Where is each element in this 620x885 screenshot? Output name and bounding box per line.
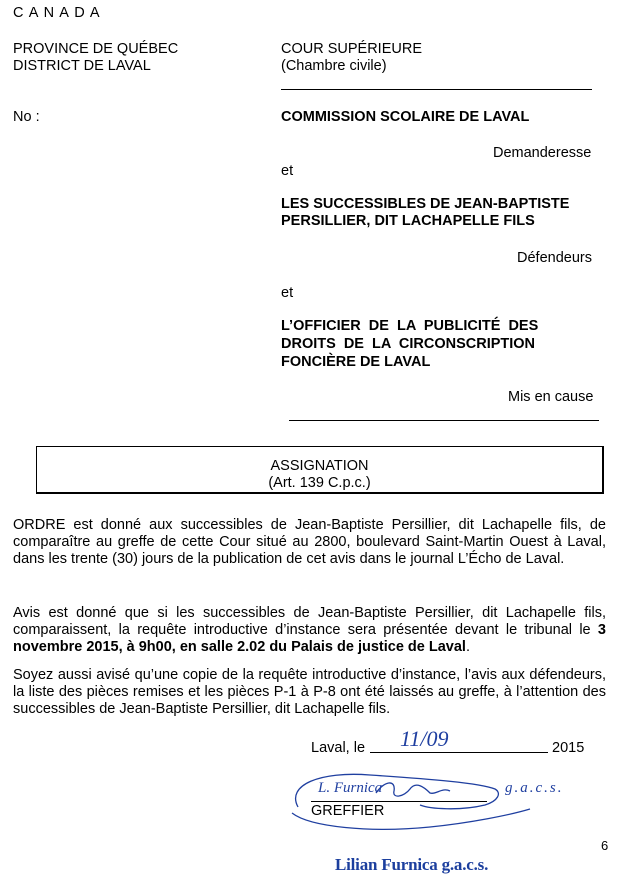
defendant-name-line1: LES SUCCESSIBLES DE JEAN-BAPTISTE: [281, 196, 570, 212]
paragraph-notice: [13, 605, 606, 656]
document-subtitle: (Art. 139 C.p.c.): [268, 475, 371, 491]
signature-line: [311, 801, 487, 802]
paragraph-documents: Soyez aussi avisé qu’une copie de la requête introductive d’instance, l’avis aux défendeurs, la liste des pièces remises et les pièces P-1 à P-8 ont été laissés au greffe, à l’attention des successibles de Jean-Baptiste Persillier, dit Lachapelle fils.: [13, 667, 606, 717]
signature-text: L. Furnica: [318, 780, 383, 796]
clerk-stamp: Lilian Furnica g.a.c.s.: [335, 855, 489, 874]
plaintiff-role: Demanderesse: [493, 145, 592, 161]
signature-scribble: [280, 765, 600, 835]
district-label: DISTRICT DE LAVAL: [13, 58, 151, 74]
impleaded-name-line2: DROITS DE LA CIRCONSCRIPTION: [281, 336, 536, 352]
country-heading: C A N A D A: [13, 5, 101, 21]
impleaded-role: Mis en cause: [508, 389, 594, 405]
notice-end: .: [465, 639, 470, 655]
parties-divider: [289, 420, 599, 421]
handwritten-date: 11/09: [400, 726, 449, 751]
chamber-label: (Chambre civile): [281, 58, 387, 74]
plaintiff-name: COMMISSION SCOLAIRE DE LAVAL: [281, 109, 530, 125]
defendant-role: Défendeurs: [517, 250, 592, 266]
conjunction-1: et: [281, 163, 294, 179]
header-divider: [281, 89, 592, 90]
notice-text: Avis est donné que si les successibles de Jean-Baptiste Persillier, dit Lachapelle fils, comparaissent, la requête introductive d’instance sera présentée devant le tribunal le: [13, 605, 606, 638]
court-label: COUR SUPÉRIEURE: [281, 41, 422, 57]
file-number-label: No :: [13, 109, 40, 125]
impleaded-name-line1: L’OFFICIER DE LA PUBLICITÉ DES: [281, 318, 539, 334]
hearing-details: 3 novembre 2015, à 9h00, en salle 2.02 du Palais de justice de Laval: [13, 622, 606, 655]
title-box: [36, 446, 604, 494]
date-line: [370, 752, 548, 753]
signature-year: 2015: [552, 740, 585, 756]
province-label: PROVINCE DE QUÉBEC: [13, 41, 179, 57]
greffier-label: GREFFIER: [311, 803, 385, 819]
paragraph-order: ORDRE est donné aux successibles de Jean-Baptiste Persillier, dit Lachapelle fils, de comparaître au greffe de cette Cour situé au 2800, boulevard Saint-Martin Ouest à Laval, dans les trente (30) jours de la publication de cet avis dans le journal L’Écho de Laval.: [13, 517, 606, 567]
defendant-name-line2: PERSILLIER, DIT LACHAPELLE FILS: [281, 213, 535, 229]
signature-place-label: Laval, le: [311, 740, 366, 756]
conjunction-2: et: [281, 285, 294, 301]
page-number: 6: [601, 838, 609, 853]
document-title: ASSIGNATION: [270, 458, 369, 474]
impleaded-name-line3: FONCIÈRE DE LAVAL: [281, 354, 431, 370]
handwritten-title: g.a.c.s.: [505, 780, 564, 796]
